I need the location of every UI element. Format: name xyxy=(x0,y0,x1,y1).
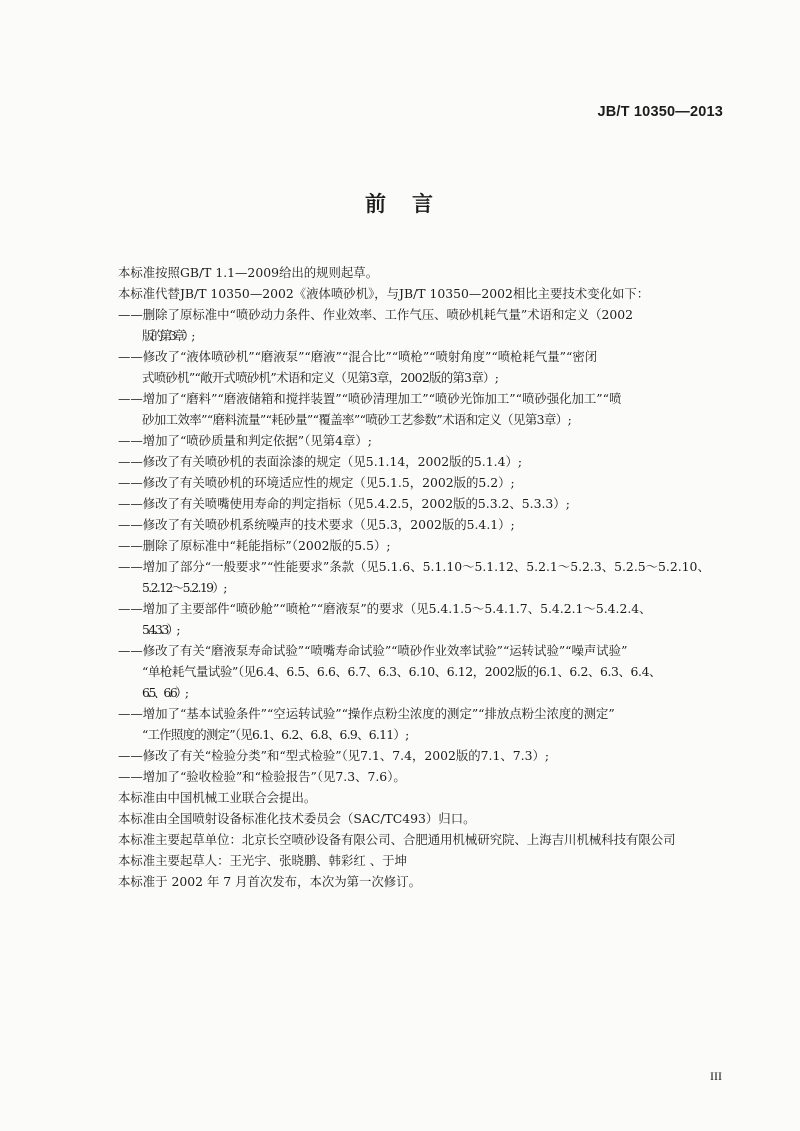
text-line: 5.4.3.3）; xyxy=(142,622,178,637)
page-title: 前言 xyxy=(365,192,459,216)
text-line: ——增加了“验收检验”和“检验报告”（见7.3、7.6）。 xyxy=(118,769,406,784)
text-line: ——修改了“液体喷砂机”“磨液泵”“磨液”“混合比”“喷枪”“喷射角度”“喷枪耗气量”“密闭 xyxy=(118,349,598,364)
text-line: 本标准按照GB/T 1.1—2009给出的规则起草。 xyxy=(118,265,379,280)
text-line: ——删除了原标准中“耗能指标”（2002版的5.5）; xyxy=(118,538,391,553)
text-line: ——修改了有关喷砂机的环境适应性的规定（见5.1.5，2002版的5.2）; xyxy=(118,475,515,490)
text-line: ——删除了原标准中“喷砂动力条件、作业效率、工作气压、喷砂机耗气量”术语和定义（2002 xyxy=(118,307,634,322)
foreword-body xyxy=(118,262,768,892)
text-line: ——增加了主要部件“喷砂舱”“喷枪”“磨液泵”的要求（见5.4.1.5～5.4.1.7、5.4.2.1～5.4.2.4、 xyxy=(118,601,652,616)
text-line: 5.2.12～5.2.19）; xyxy=(142,580,226,595)
text-line: ——增加了“喷砂质量和判定依据”（见第4章）; xyxy=(118,433,372,448)
text-line: 本标准由中国机械工业联合会提出。 xyxy=(118,790,317,805)
text-line: ——修改了有关喷砂机系统噪声的技术要求（见5.3，2002版的5.4.1）; xyxy=(118,517,515,532)
text-line: ——增加了“基本试验条件”“空运转试验”“操作点粉尘浓度的测定”“排放点粉尘浓度的测定” xyxy=(118,706,615,721)
text-line: 式喷砂机”“敞开式喷砂机”术语和定义（见第3章，2002版的第3章）; xyxy=(142,370,499,385)
page-number: III xyxy=(710,1069,722,1083)
text-line: ——增加了部分“一般要求”“性能要求”条款（见5.1.6、5.1.10～5.1.12、5.2.1～5.2.3、5.2.5～5.2.10、 xyxy=(118,559,710,574)
text-line: 版的第3章）; xyxy=(142,328,193,343)
text-line: 砂加工效率”“磨料流量”“耗砂量”“覆盖率”“喷砂工艺参数”术语和定义（见第3章）; xyxy=(142,412,572,427)
text-line: 本标准由全国喷射设备标准化技术委员会（SAC/TC493）归口。 xyxy=(118,811,476,826)
text-line: 本标准代替JB/T 10350—2002《液体喷砂机》，与JB/T 10350—2002相比主要技术变化如下： xyxy=(118,286,650,301)
standard-code: JB/T 10350—2013 xyxy=(597,104,723,120)
text-line: ——修改了有关“磨液泵寿命试验”“喷嘴寿命试验”“喷砂作业效率试验”“运转试验”“噪声试验” xyxy=(118,643,628,658)
text-line: “单枪耗气量试验”（见6.4、6.5、6.6、6.7、6.3、6.10、6.12，2002版的6.1、6.2、6.3、6.4、 xyxy=(142,664,662,679)
text-line: ——修改了有关喷砂机的表面涂漆的规定（见5.1.14，2002版的5.1.4）; xyxy=(118,454,523,469)
text-line: 本标准主要起草人：王光宇、张晓鹏、韩彩红 、于坤 xyxy=(118,853,407,868)
text-line: ——修改了有关“检验分类”和“型式检验”（见7.1、7.4，2002版的7.1、7.3）; xyxy=(118,748,550,763)
text-line: 本标准于 2002 年 7 月首次发布，本次为第一次修订。 xyxy=(118,874,421,889)
text-line: 本标准主要起草单位：北京长空喷砂设备有限公司、合肥通用机械研究院、上海吉川机械科技有限公司 xyxy=(118,832,676,847)
text-line: “工作照度的测定”（见6.1、6.2、6.8、6.9、6.11）; xyxy=(142,727,409,742)
text-line: ——增加了“磨料”“磨液储箱和搅拌装置”“喷砂清理加工”“喷砂光饰加工”“喷砂强化加工”“喷 xyxy=(118,391,622,406)
text-line: 6.5、6.6）; xyxy=(142,685,187,700)
text-line: ——修改了有关喷嘴使用寿命的判定指标（见5.4.2.5，2002版的5.3.2、5.3.3）; xyxy=(118,496,570,511)
